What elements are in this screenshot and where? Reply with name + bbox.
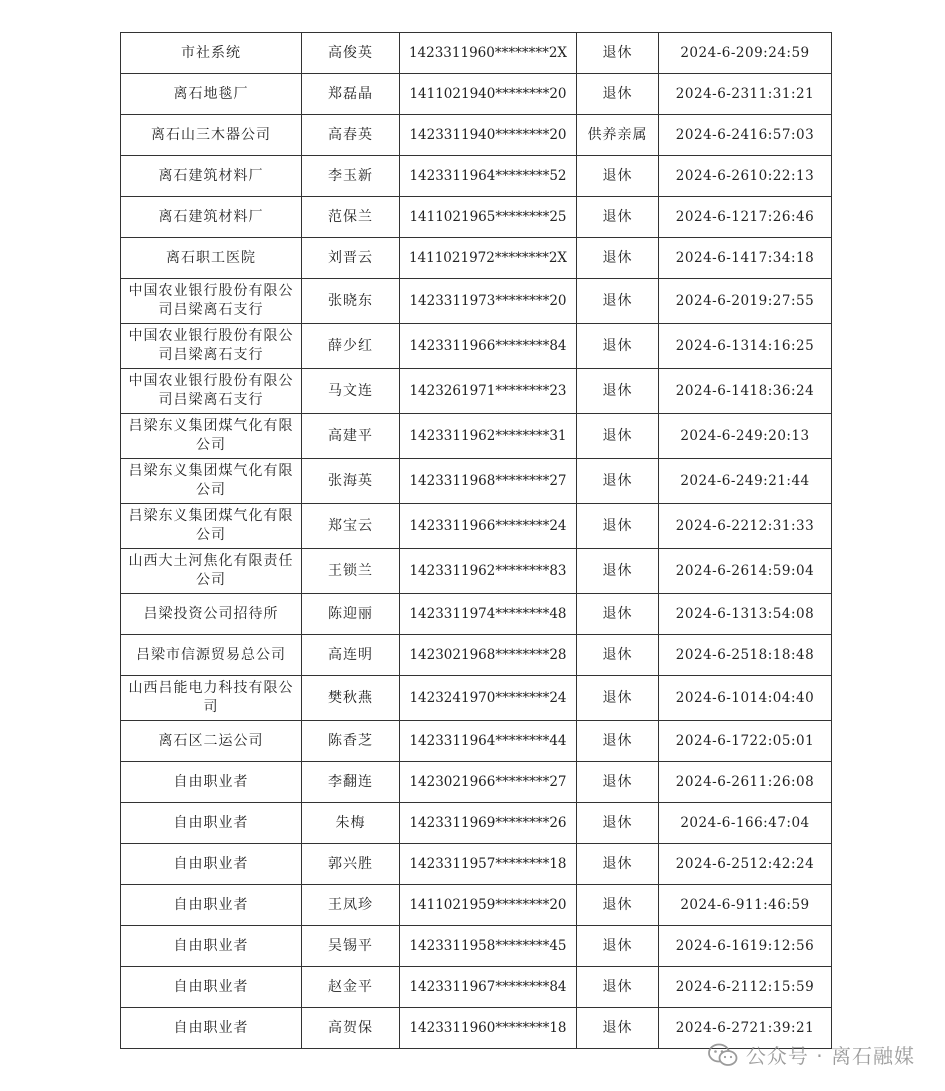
table-row (121, 504, 832, 549)
unit-cell: 吕梁市信源贸易总公司 (121, 635, 302, 676)
status-cell: 退休 (577, 926, 659, 967)
date-cell: 2024-6-209:24:59 (659, 33, 832, 74)
unit-cell: 吕梁东义集团煤气化有限公司 (121, 459, 302, 504)
date-cell: 2024-6-2721:39:21 (659, 1008, 832, 1049)
unit-cell: 自由职业者 (121, 926, 302, 967)
name-cell: 李翻连 (302, 762, 400, 803)
table-row (121, 324, 832, 369)
table-row (121, 594, 832, 635)
name-cell: 王凤珍 (302, 885, 400, 926)
name-cell: 陈迎丽 (302, 594, 400, 635)
date-cell: 2024-6-249:21:44 (659, 459, 832, 504)
unit-cell: 自由职业者 (121, 762, 302, 803)
table-row (121, 414, 832, 459)
unit-cell: 中国农业银行股份有限公司吕梁离石支行 (121, 369, 302, 414)
table-row (121, 967, 832, 1008)
table-row (121, 885, 832, 926)
status-cell: 退休 (577, 885, 659, 926)
id-number-cell: 1423261971********23 (400, 369, 577, 414)
id-number-cell: 1423311962********31 (400, 414, 577, 459)
unit-cell: 吕梁东义集团煤气化有限公司 (121, 414, 302, 459)
date-cell: 2024-6-249:20:13 (659, 414, 832, 459)
id-number-cell: 1423311968********27 (400, 459, 577, 504)
table-row (121, 369, 832, 414)
table-row (121, 74, 832, 115)
id-number-cell: 1423311973********20 (400, 279, 577, 324)
name-cell: 刘晋云 (302, 238, 400, 279)
date-cell: 2024-6-1418:36:24 (659, 369, 832, 414)
name-cell: 郑磊晶 (302, 74, 400, 115)
date-cell: 2024-6-2610:22:13 (659, 156, 832, 197)
status-cell: 退休 (577, 549, 659, 594)
name-cell: 李玉新 (302, 156, 400, 197)
date-cell: 2024-6-1417:34:18 (659, 238, 832, 279)
id-number-cell: 1423311962********83 (400, 549, 577, 594)
table-row (121, 676, 832, 721)
unit-cell: 自由职业者 (121, 967, 302, 1008)
status-cell: 退休 (577, 844, 659, 885)
watermark (708, 1040, 915, 1069)
name-cell: 高贺保 (302, 1008, 400, 1049)
id-number-cell: 1411021965********25 (400, 197, 577, 238)
id-number-cell: 1423311967********84 (400, 967, 577, 1008)
unit-cell: 离石职工医院 (121, 238, 302, 279)
table-row (121, 635, 832, 676)
id-number-cell: 1423311940********20 (400, 115, 577, 156)
table-row (121, 238, 832, 279)
table-row (121, 721, 832, 762)
table-row (121, 762, 832, 803)
date-cell: 2024-6-2416:57:03 (659, 115, 832, 156)
unit-cell: 自由职业者 (121, 844, 302, 885)
id-number-cell: 1423311957********18 (400, 844, 577, 885)
id-number-cell: 1411021972********2X (400, 238, 577, 279)
date-cell: 2024-6-911:46:59 (659, 885, 832, 926)
date-cell: 2024-6-2614:59:04 (659, 549, 832, 594)
unit-cell: 山西大土河焦化有限责任公司 (121, 549, 302, 594)
date-cell: 2024-6-1217:26:46 (659, 197, 832, 238)
status-cell: 供养亲属 (577, 115, 659, 156)
status-cell: 退休 (577, 676, 659, 721)
watermark-text: 公众号 · 离石融媒 (745, 1044, 915, 1068)
unit-cell: 市社系统 (121, 33, 302, 74)
id-number-cell: 1423311964********44 (400, 721, 577, 762)
status-cell: 退休 (577, 504, 659, 549)
name-cell: 高春英 (302, 115, 400, 156)
name-cell: 高连明 (302, 635, 400, 676)
status-cell: 退休 (577, 414, 659, 459)
name-cell: 高俊英 (302, 33, 400, 74)
id-number-cell: 1423311966********84 (400, 324, 577, 369)
date-cell: 2024-6-2611:26:08 (659, 762, 832, 803)
name-cell: 朱梅 (302, 803, 400, 844)
status-cell: 退休 (577, 74, 659, 115)
table-row (121, 926, 832, 967)
name-cell: 樊秋燕 (302, 676, 400, 721)
date-cell: 2024-6-1014:04:40 (659, 676, 832, 721)
wechat-icon (708, 1043, 738, 1067)
unit-cell: 吕梁东义集团煤气化有限公司 (121, 504, 302, 549)
name-cell: 范保兰 (302, 197, 400, 238)
table-row (121, 197, 832, 238)
status-cell: 退休 (577, 369, 659, 414)
table-row (121, 844, 832, 885)
unit-cell: 离石区二运公司 (121, 721, 302, 762)
table-row (121, 803, 832, 844)
id-number-cell: 1423311969********26 (400, 803, 577, 844)
name-cell: 张海英 (302, 459, 400, 504)
unit-cell: 离石建筑材料厂 (121, 156, 302, 197)
status-cell: 退休 (577, 197, 659, 238)
id-number-cell: 1423311960********18 (400, 1008, 577, 1049)
unit-cell: 自由职业者 (121, 885, 302, 926)
date-cell: 2024-6-2212:31:33 (659, 504, 832, 549)
unit-cell: 中国农业银行股份有限公司吕梁离石支行 (121, 279, 302, 324)
date-cell: 2024-6-1314:16:25 (659, 324, 832, 369)
id-number-cell: 1411021940********20 (400, 74, 577, 115)
status-cell: 退休 (577, 594, 659, 635)
status-cell: 退休 (577, 762, 659, 803)
id-number-cell: 1423311966********24 (400, 504, 577, 549)
name-cell: 张晓东 (302, 279, 400, 324)
table-row (121, 459, 832, 504)
date-cell: 2024-6-1313:54:08 (659, 594, 832, 635)
table-body (121, 33, 832, 1049)
unit-cell: 中国农业银行股份有限公司吕梁离石支行 (121, 324, 302, 369)
name-cell: 薛少红 (302, 324, 400, 369)
status-cell: 退休 (577, 459, 659, 504)
unit-cell: 自由职业者 (121, 803, 302, 844)
table-row (121, 33, 832, 74)
status-cell: 退休 (577, 33, 659, 74)
name-cell: 赵金平 (302, 967, 400, 1008)
date-cell: 2024-6-2512:42:24 (659, 844, 832, 885)
table-row (121, 549, 832, 594)
name-cell: 王锁兰 (302, 549, 400, 594)
name-cell: 郭兴胜 (302, 844, 400, 885)
status-cell: 退休 (577, 967, 659, 1008)
id-number-cell: 1423021968********28 (400, 635, 577, 676)
name-cell: 陈香芝 (302, 721, 400, 762)
name-cell: 郑宝云 (302, 504, 400, 549)
id-number-cell: 1411021959********20 (400, 885, 577, 926)
unit-cell: 山西吕能电力科技有限公司 (121, 676, 302, 721)
table-row (121, 115, 832, 156)
id-number-cell: 1423311974********48 (400, 594, 577, 635)
status-cell: 退休 (577, 803, 659, 844)
date-cell: 2024-6-2112:15:59 (659, 967, 832, 1008)
unit-cell: 离石地毯厂 (121, 74, 302, 115)
id-number-cell: 1423021966********27 (400, 762, 577, 803)
status-cell: 退休 (577, 721, 659, 762)
status-cell: 退休 (577, 1008, 659, 1049)
status-cell: 退休 (577, 156, 659, 197)
name-cell: 吴锡平 (302, 926, 400, 967)
date-cell: 2024-6-2518:18:48 (659, 635, 832, 676)
name-cell: 马文连 (302, 369, 400, 414)
status-cell: 退休 (577, 279, 659, 324)
status-cell: 退休 (577, 324, 659, 369)
id-number-cell: 1423311960********2X (400, 33, 577, 74)
id-number-cell: 1423311964********52 (400, 156, 577, 197)
id-number-cell: 1423241970********24 (400, 676, 577, 721)
table-row (121, 156, 832, 197)
date-cell: 2024-6-166:47:04 (659, 803, 832, 844)
name-cell: 高建平 (302, 414, 400, 459)
date-cell: 2024-6-1722:05:01 (659, 721, 832, 762)
table-row (121, 279, 832, 324)
unit-cell: 离石山三木器公司 (121, 115, 302, 156)
status-cell: 退休 (577, 635, 659, 676)
date-cell: 2024-6-2311:31:21 (659, 74, 832, 115)
status-cell: 退休 (577, 238, 659, 279)
unit-cell: 自由职业者 (121, 1008, 302, 1049)
unit-cell: 吕梁投资公司招待所 (121, 594, 302, 635)
id-number-cell: 1423311958********45 (400, 926, 577, 967)
retiree-table (120, 32, 832, 1049)
date-cell: 2024-6-1619:12:56 (659, 926, 832, 967)
unit-cell: 离石建筑材料厂 (121, 197, 302, 238)
date-cell: 2024-6-2019:27:55 (659, 279, 832, 324)
